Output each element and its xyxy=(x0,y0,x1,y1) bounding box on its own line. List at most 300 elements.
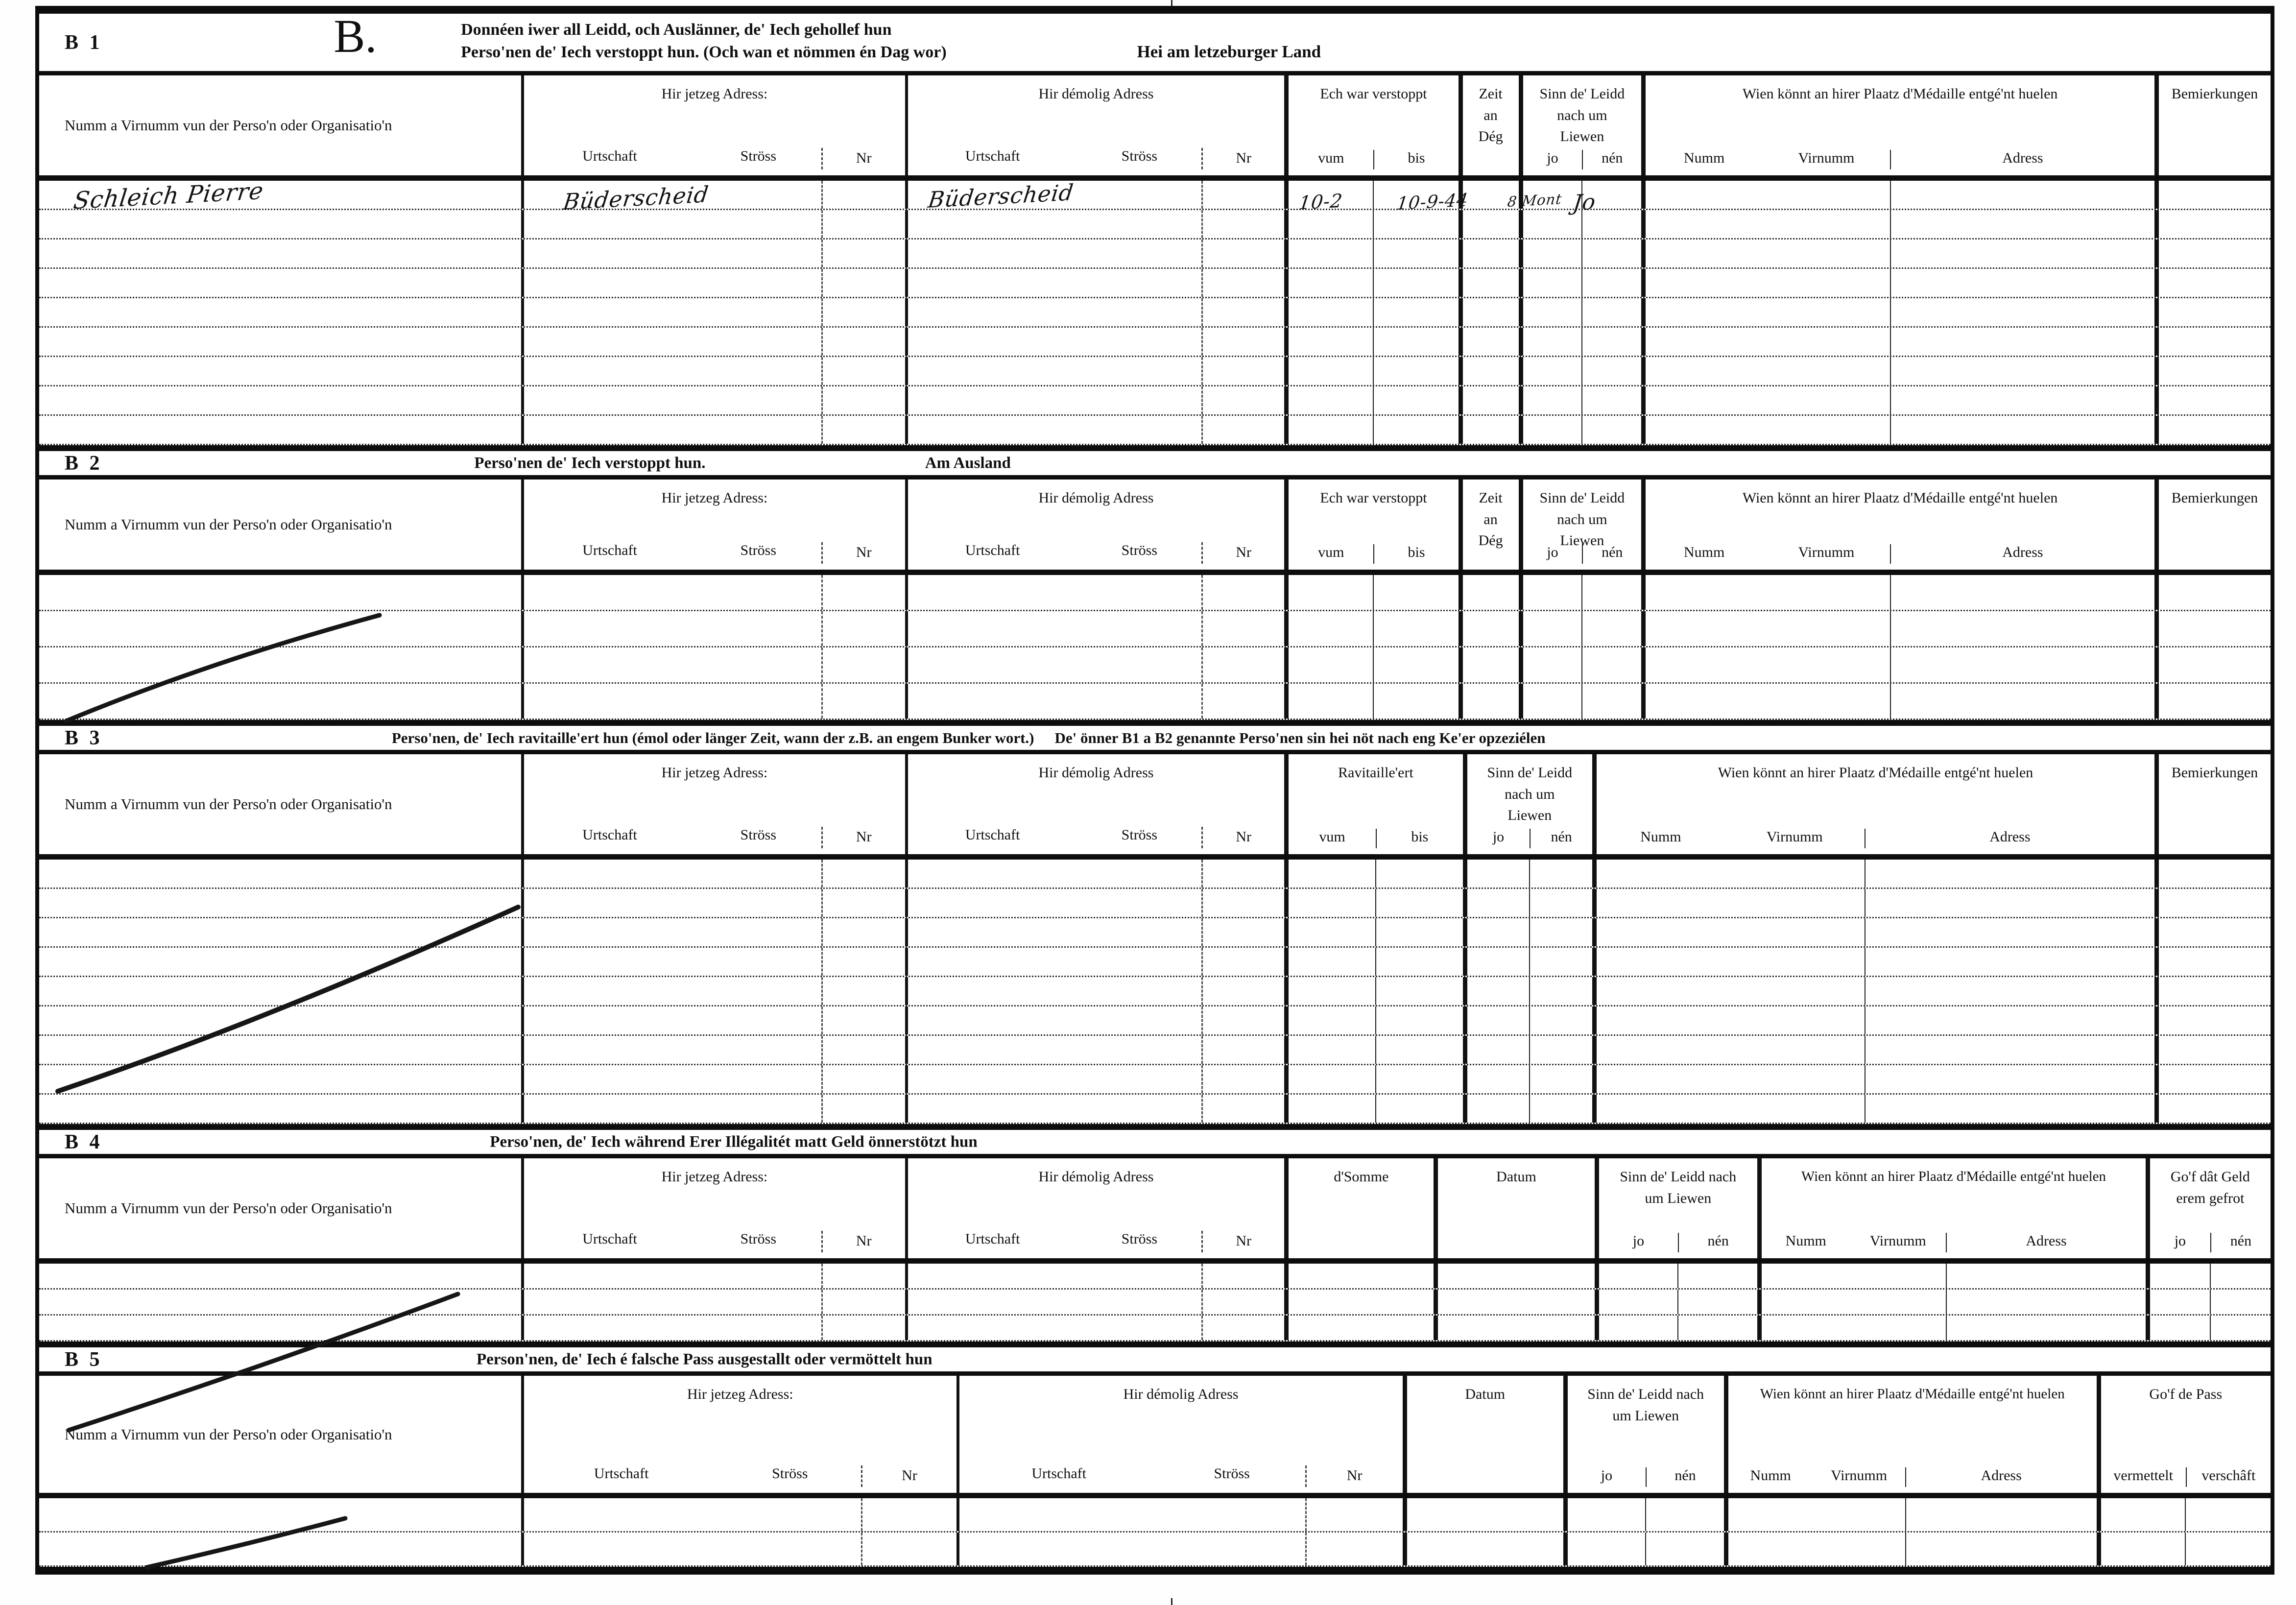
cell-current-address xyxy=(521,1006,905,1034)
col-date: Datum xyxy=(1403,1376,1563,1493)
col-current-address: Hir jetzeg Adress: Urtschaft Ströss Nr xyxy=(521,754,905,854)
cell-former-address xyxy=(905,575,1285,610)
cell-current-address xyxy=(521,298,905,326)
cell-date xyxy=(1434,1264,1594,1288)
cell-alive xyxy=(1563,1498,1724,1531)
cell-supplied-period xyxy=(1284,1036,1462,1064)
table-row xyxy=(39,328,2271,357)
cell-current-address xyxy=(521,1264,905,1288)
cell-name xyxy=(39,1006,521,1034)
cell-remarks xyxy=(2154,210,2271,238)
cell-alive xyxy=(1463,1036,1592,1064)
cell-medal-recipient xyxy=(1641,575,2154,610)
section-b5 xyxy=(39,1341,2271,1567)
cell-hidden-period xyxy=(1284,575,1458,610)
cell-days xyxy=(1459,386,1519,414)
cell-remarks xyxy=(2154,575,2271,610)
cell-current-address xyxy=(521,1533,956,1565)
cell-name xyxy=(39,416,521,444)
cell-name xyxy=(39,1316,521,1340)
section-b4-id: B 4 xyxy=(65,1130,103,1153)
cell-former-address xyxy=(905,357,1285,385)
cell-former-address xyxy=(905,889,1285,917)
cell-pass-provided xyxy=(2097,1533,2271,1565)
cell-days xyxy=(1459,240,1519,267)
cell-former-address xyxy=(957,1498,1403,1531)
cell-date xyxy=(1434,1290,1594,1314)
handwriting-vum: 10-2 xyxy=(1297,190,1344,214)
cell-date xyxy=(1403,1498,1563,1531)
table-row xyxy=(39,860,2271,889)
table-row xyxy=(39,240,2271,269)
cell-medal-recipient xyxy=(1641,416,2154,444)
cell-current-address xyxy=(521,1095,905,1123)
cell-alive xyxy=(1519,386,1642,414)
col-amount: d'Somme xyxy=(1284,1158,1434,1258)
cell-hidden-period xyxy=(1284,240,1458,267)
cell-medal-recipient xyxy=(1724,1498,2097,1531)
cell-money-returned xyxy=(2146,1290,2271,1314)
cell-pass-provided xyxy=(2097,1498,2271,1531)
cell-supplied-period xyxy=(1284,948,1462,976)
section-b1-id: B 1 xyxy=(65,31,103,54)
cell-alive xyxy=(1463,977,1592,1005)
section-b2-title-band xyxy=(39,445,2271,479)
cell-name xyxy=(39,611,521,646)
cell-current-address xyxy=(521,1036,905,1064)
col-name: Numm a Virnumm vun der Perso'n oder Organisatio'n xyxy=(65,1199,392,1217)
col-money-returned: Go'f dât Geld erem gefrot jo nén xyxy=(2146,1158,2271,1258)
cell-current-address xyxy=(521,647,905,682)
table-row xyxy=(39,1065,2271,1095)
col-alive: Sinn de' Leidd nach um Liewen jo nén xyxy=(1519,479,1642,570)
cell-days xyxy=(1459,416,1519,444)
cell-former-address xyxy=(905,860,1285,887)
section-b3-id: B 3 xyxy=(65,726,103,749)
cell-supplied-period xyxy=(1284,860,1462,887)
col-alive: Sinn de' Leidd nach um Liewen jo nén xyxy=(1463,754,1592,854)
cell-current-address xyxy=(521,386,905,414)
section-b2-location: Am Ausland xyxy=(925,454,1011,472)
cell-remarks xyxy=(2154,240,2271,267)
table-row xyxy=(39,269,2271,298)
cell-name xyxy=(39,575,521,610)
b5-column-headers xyxy=(39,1376,2271,1498)
cell-current-address xyxy=(521,889,905,917)
cell-former-address xyxy=(905,1006,1285,1034)
cell-name xyxy=(39,1095,521,1123)
cell-days xyxy=(1459,357,1519,385)
questionnaire-table xyxy=(35,6,2274,1575)
cell-name xyxy=(39,1036,521,1064)
cell-former-address xyxy=(905,328,1285,356)
cell-name xyxy=(39,1264,521,1288)
cell-days xyxy=(1459,269,1519,297)
cell-name xyxy=(39,1533,521,1565)
cell-alive xyxy=(1519,269,1642,297)
col-hidden-period: Ech war verstoppt vum bis xyxy=(1284,75,1458,175)
handwriting-current-urtschaft: Büderscheid xyxy=(561,181,711,215)
cell-medal-recipient xyxy=(1641,181,2154,209)
cell-remarks xyxy=(2154,611,2271,646)
cell-amount xyxy=(1284,1290,1434,1314)
cell-current-address xyxy=(521,918,905,946)
cell-former-address xyxy=(905,1095,1285,1123)
cell-medal-recipient xyxy=(1724,1533,2097,1565)
cell-alive xyxy=(1519,240,1642,267)
cell-name xyxy=(39,918,521,946)
cell-name xyxy=(39,386,521,414)
cell-medal-recipient xyxy=(1641,386,2154,414)
col-medal-recipient: Wien könnt an hirer Plaatz d'Médaille entgé'nt huelen Numm Virnumm Adress xyxy=(1724,1376,2097,1493)
cell-medal-recipient xyxy=(1592,889,2154,917)
cell-current-address xyxy=(521,240,905,267)
col-remarks: Bemierkungen xyxy=(2154,479,2271,570)
cell-former-address xyxy=(905,416,1285,444)
col-former-address: Hir démolig Adress Urtschaft Ströss Nr xyxy=(905,754,1285,854)
cell-name xyxy=(39,684,521,719)
handwriting-jo: Jo xyxy=(1571,189,1598,216)
section-b2 xyxy=(39,445,2271,720)
b4-rows xyxy=(39,1264,2271,1341)
cell-medal-recipient xyxy=(1641,210,2154,238)
cell-remarks xyxy=(2154,181,2271,209)
cell-name xyxy=(39,357,521,385)
cell-current-address xyxy=(521,269,905,297)
table-row xyxy=(39,1533,2271,1567)
cell-former-address xyxy=(905,611,1285,646)
cell-current-address xyxy=(521,977,905,1005)
cell-alive xyxy=(1519,575,1642,610)
cell-amount xyxy=(1284,1264,1434,1288)
cell-hidden-period xyxy=(1284,647,1458,682)
b4-column-headers xyxy=(39,1158,2271,1264)
col-remarks: Bemierkungen xyxy=(2154,75,2271,175)
cell-medal-recipient xyxy=(1641,647,2154,682)
cell-alive xyxy=(1595,1316,1758,1340)
cell-current-address xyxy=(521,1316,905,1340)
cell-remarks xyxy=(2154,684,2271,719)
cell-medal-recipient xyxy=(1641,684,2154,719)
cell-remarks xyxy=(2154,298,2271,326)
cell-former-address xyxy=(905,386,1285,414)
col-supplied-period: Ravitaille'ert vum bis xyxy=(1284,754,1462,854)
b2-column-headers xyxy=(39,479,2271,575)
cell-current-address xyxy=(521,860,905,887)
cell-former-address xyxy=(905,1264,1285,1288)
cell-supplied-period xyxy=(1284,1065,1462,1093)
cell-former-address xyxy=(905,1290,1285,1314)
cell-medal-recipient xyxy=(1592,1065,2154,1093)
col-days: Zeit an Dég xyxy=(1459,75,1519,175)
cell-remarks xyxy=(2154,889,2271,917)
cell-amount xyxy=(1284,1316,1434,1340)
cell-alive xyxy=(1463,1095,1592,1123)
cell-former-address xyxy=(905,240,1285,267)
cell-supplied-period xyxy=(1284,977,1462,1005)
cell-remarks xyxy=(2154,357,2271,385)
cell-former-address xyxy=(905,918,1285,946)
table-row xyxy=(39,684,2271,720)
b1-column-headers xyxy=(39,75,2271,181)
section-letter-b: B. xyxy=(334,10,377,62)
cell-remarks xyxy=(2154,860,2271,887)
cell-former-address xyxy=(905,1065,1285,1093)
cell-former-address xyxy=(957,1533,1403,1565)
col-former-address: Hir démolig Adress Urtschaft Ströss Nr xyxy=(905,1158,1285,1258)
cell-remarks xyxy=(2154,977,2271,1005)
section-b2-title: Perso'nen de' Iech verstoppt hun. xyxy=(474,454,706,472)
table-row xyxy=(39,386,2271,416)
cell-former-address xyxy=(905,948,1285,976)
cell-days xyxy=(1459,328,1519,356)
col-date: Datum xyxy=(1434,1158,1594,1258)
cell-supplied-period xyxy=(1284,889,1462,917)
cell-name xyxy=(39,298,521,326)
cell-current-address xyxy=(521,328,905,356)
table-row xyxy=(39,948,2271,977)
table-row xyxy=(39,357,2271,386)
cell-alive xyxy=(1519,328,1642,356)
fold-mark-bottom xyxy=(1171,1598,1172,1605)
cell-days xyxy=(1459,684,1519,719)
cell-former-address xyxy=(905,298,1285,326)
cell-name xyxy=(39,1498,521,1531)
cell-remarks xyxy=(2154,918,2271,946)
cell-name xyxy=(39,860,521,887)
table-row xyxy=(39,1036,2271,1065)
cell-hidden-period xyxy=(1284,684,1458,719)
cell-name xyxy=(39,240,521,267)
table-row xyxy=(39,611,2271,647)
cell-medal-recipient xyxy=(1592,1006,2154,1034)
cell-alive xyxy=(1463,1065,1592,1093)
cell-former-address xyxy=(905,1036,1285,1064)
handwriting-name: Schleich Pierre xyxy=(72,177,265,215)
b2-rows xyxy=(39,575,2271,720)
col-medal-recipient: Wien könnt an hirer Plaatz d'Médaille entgé'nt huelen Numm Virnumm Adress xyxy=(1592,754,2154,854)
section-b2-id: B 2 xyxy=(65,452,103,475)
cell-former-address xyxy=(905,210,1285,238)
cell-medal-recipient xyxy=(1641,269,2154,297)
table-row xyxy=(39,918,2271,948)
cell-days xyxy=(1459,647,1519,682)
cell-remarks xyxy=(2154,386,2271,414)
cell-medal-recipient xyxy=(1641,298,2154,326)
cell-days xyxy=(1459,298,1519,326)
cell-supplied-period xyxy=(1284,1006,1462,1034)
cell-alive xyxy=(1595,1290,1758,1314)
col-alive: Sinn de' Leidd nach um Liewen jo nén xyxy=(1519,75,1642,175)
col-days: Zeit an Dég xyxy=(1459,479,1519,570)
cell-current-address xyxy=(521,611,905,646)
cell-name xyxy=(39,269,521,297)
table-row xyxy=(39,416,2271,445)
cell-alive xyxy=(1463,860,1592,887)
cell-current-address xyxy=(521,416,905,444)
handwriting-former-urtschaft: Büderscheid xyxy=(926,179,1076,213)
cell-current-address xyxy=(521,1065,905,1093)
table-row xyxy=(39,1316,2271,1341)
cell-days xyxy=(1459,210,1519,238)
col-current-address: Hir jetzeg Adress: Urtschaft Ströss Nr xyxy=(521,479,905,570)
cell-remarks xyxy=(2154,416,2271,444)
cell-alive xyxy=(1519,298,1642,326)
table-row xyxy=(39,181,2271,210)
cell-name xyxy=(39,948,521,976)
cell-hidden-period xyxy=(1284,386,1458,414)
cell-current-address xyxy=(521,1290,905,1314)
cell-current-address xyxy=(521,1498,956,1531)
cell-hidden-period xyxy=(1284,269,1458,297)
section-b1-location: Hei am letzeburger Land xyxy=(1137,42,1321,61)
col-medal-recipient: Wien könnt an hirer Plaatz d'Médaille entgé'nt huelen Numm Virnumm Adress xyxy=(1641,75,2154,175)
cell-medal-recipient xyxy=(1592,918,2154,946)
cell-date xyxy=(1434,1316,1594,1340)
table-row xyxy=(39,977,2271,1006)
b1-rows xyxy=(39,181,2271,445)
col-former-address: Hir démolig Adress Urtschaft Ströss Nr xyxy=(905,75,1285,175)
section-b1 xyxy=(39,10,2271,445)
cell-name xyxy=(39,1065,521,1093)
cell-alive xyxy=(1519,684,1642,719)
cell-name xyxy=(39,977,521,1005)
cell-hidden-period xyxy=(1284,298,1458,326)
section-b3 xyxy=(39,720,2271,1124)
section-b1-title-band xyxy=(39,10,2271,75)
cell-alive xyxy=(1563,1533,1724,1565)
cell-name xyxy=(39,1290,521,1314)
cell-alive xyxy=(1463,948,1592,976)
cell-medal-recipient xyxy=(1757,1316,2146,1340)
col-remarks: Bemierkungen xyxy=(2154,754,2271,854)
handwriting-bis: 10-9-44 xyxy=(1395,190,1470,214)
cell-remarks xyxy=(2154,269,2271,297)
cell-remarks xyxy=(2154,1036,2271,1064)
cell-days xyxy=(1459,611,1519,646)
col-former-address: Hir démolig Adress Urtschaft Ströss Nr xyxy=(957,1376,1403,1493)
col-current-address: Hir jetzeg Adress: Urtschaft Ströss Nr xyxy=(521,1158,905,1258)
cell-medal-recipient xyxy=(1592,1095,2154,1123)
col-medal-recipient: Wien könnt an hirer Plaatz d'Médaille entgé'nt huelen Numm Virnumm Adress xyxy=(1641,479,2154,570)
cell-name xyxy=(39,647,521,682)
table-row xyxy=(39,1264,2271,1290)
cell-former-address xyxy=(905,977,1285,1005)
cell-current-address xyxy=(521,948,905,976)
col-current-address: Hir jetzeg Adress: Urtschaft Ströss Nr xyxy=(521,75,905,175)
col-name: Numm a Virnumm vun der Perso'n oder Organisatio'n xyxy=(65,117,392,134)
cell-alive xyxy=(1463,889,1592,917)
cell-former-address xyxy=(905,269,1285,297)
cell-medal-recipient xyxy=(1592,977,2154,1005)
cell-alive xyxy=(1463,1006,1592,1034)
cell-alive xyxy=(1463,918,1592,946)
table-row xyxy=(39,210,2271,240)
cell-hidden-period xyxy=(1284,328,1458,356)
cell-medal-recipient xyxy=(1757,1264,2146,1288)
section-b4-title-band xyxy=(39,1124,2271,1158)
cell-remarks xyxy=(2154,328,2271,356)
cell-supplied-period xyxy=(1284,1095,1462,1123)
cell-supplied-period xyxy=(1284,918,1462,946)
cell-former-address xyxy=(905,684,1285,719)
cell-medal-recipient xyxy=(1592,860,2154,887)
col-alive: Sinn de' Leidd nach um Liewen jo nén xyxy=(1595,1158,1758,1258)
table-row xyxy=(39,575,2271,611)
cell-alive xyxy=(1519,611,1642,646)
table-row xyxy=(39,1290,2271,1316)
section-b5-title-band xyxy=(39,1341,2271,1376)
cell-hidden-period xyxy=(1284,416,1458,444)
cell-money-returned xyxy=(2146,1264,2271,1288)
fold-mark-top xyxy=(1171,0,1172,6)
cell-alive xyxy=(1519,416,1642,444)
table-row xyxy=(39,1498,2271,1533)
cell-former-address xyxy=(905,1316,1285,1340)
cell-name xyxy=(39,210,521,238)
section-b5-id: B 5 xyxy=(65,1348,103,1371)
cell-name xyxy=(39,328,521,356)
b5-rows xyxy=(39,1498,2271,1567)
cell-medal-recipient xyxy=(1757,1290,2146,1314)
cell-remarks xyxy=(2154,1065,2271,1093)
cell-hidden-period xyxy=(1284,357,1458,385)
section-b1-title: Donnéen iwer all Leidd, och Auslänner, de' Iech gehollef hun Perso'nen de' Iech verstoppt hun. (Och wan et nömmen én Dag wor) xyxy=(461,21,947,61)
section-b3-title-band xyxy=(39,720,2271,754)
cell-remarks xyxy=(2154,1095,2271,1123)
cell-medal-recipient xyxy=(1592,1036,2154,1064)
cell-alive xyxy=(1519,647,1642,682)
cell-hidden-period xyxy=(1284,611,1458,646)
cell-remarks xyxy=(2154,1006,2271,1034)
cell-remarks xyxy=(2154,647,2271,682)
cell-remarks xyxy=(2154,948,2271,976)
cell-medal-recipient xyxy=(1641,240,2154,267)
cell-alive xyxy=(1519,357,1642,385)
cell-hidden-period xyxy=(1284,210,1458,238)
cell-name xyxy=(39,889,521,917)
b3-column-headers xyxy=(39,754,2271,860)
col-name: Numm a Virnumm vun der Perso'n oder Organisatio'n xyxy=(65,795,392,813)
col-alive: Sinn de' Leidd nach um Liewen jo nén xyxy=(1563,1376,1724,1493)
col-name: Numm a Virnumm vun der Perso'n oder Organisatio'n xyxy=(65,1425,392,1443)
cell-former-address xyxy=(905,647,1285,682)
handwriting-zeit: 8 Mont xyxy=(1506,190,1563,211)
section-b5-title: Person'nen, de' Iech é falsche Pass ausgestallt oder vermöttelt hun xyxy=(476,1350,933,1368)
table-row xyxy=(39,298,2271,328)
table-row xyxy=(39,647,2271,684)
table-row xyxy=(39,1095,2271,1124)
section-b4 xyxy=(39,1124,2271,1341)
col-name: Numm a Virnumm vun der Perso'n oder Organisatio'n xyxy=(65,516,392,533)
b3-rows xyxy=(39,860,2271,1124)
table-row xyxy=(39,889,2271,918)
section-b4-title: Perso'nen, de' Iech während Erer Illégalitét matt Geld önnerstötzt hun xyxy=(490,1133,978,1150)
col-former-address: Hir démolig Adress Urtschaft Ströss Nr xyxy=(905,479,1285,570)
cell-current-address xyxy=(521,210,905,238)
cell-money-returned xyxy=(2146,1316,2271,1340)
col-hidden-period: Ech war verstoppt vum bis xyxy=(1284,479,1458,570)
cell-current-address xyxy=(521,684,905,719)
col-pass-provided: Go'f de Pass vermettelt verschâft xyxy=(2097,1376,2271,1493)
cell-medal-recipient xyxy=(1641,357,2154,385)
cell-current-address xyxy=(521,357,905,385)
table-row xyxy=(39,1006,2271,1036)
section-b3-title: Perso'nen, de' Iech ravitaille'ert hun (émol oder länger Zeit, wann der z.B. an engem Bunker wort.) De' önner B1 a B2 genannte Perso'nen sin hei nöt nach eng Ke'er opzeziélen xyxy=(391,729,1546,746)
col-medal-recipient: Wien könnt an hirer Plaatz d'Médaille entgé'nt huelen Numm Virnumm Adress xyxy=(1757,1158,2146,1258)
cell-date xyxy=(1403,1533,1563,1565)
cell-medal-recipient xyxy=(1641,328,2154,356)
